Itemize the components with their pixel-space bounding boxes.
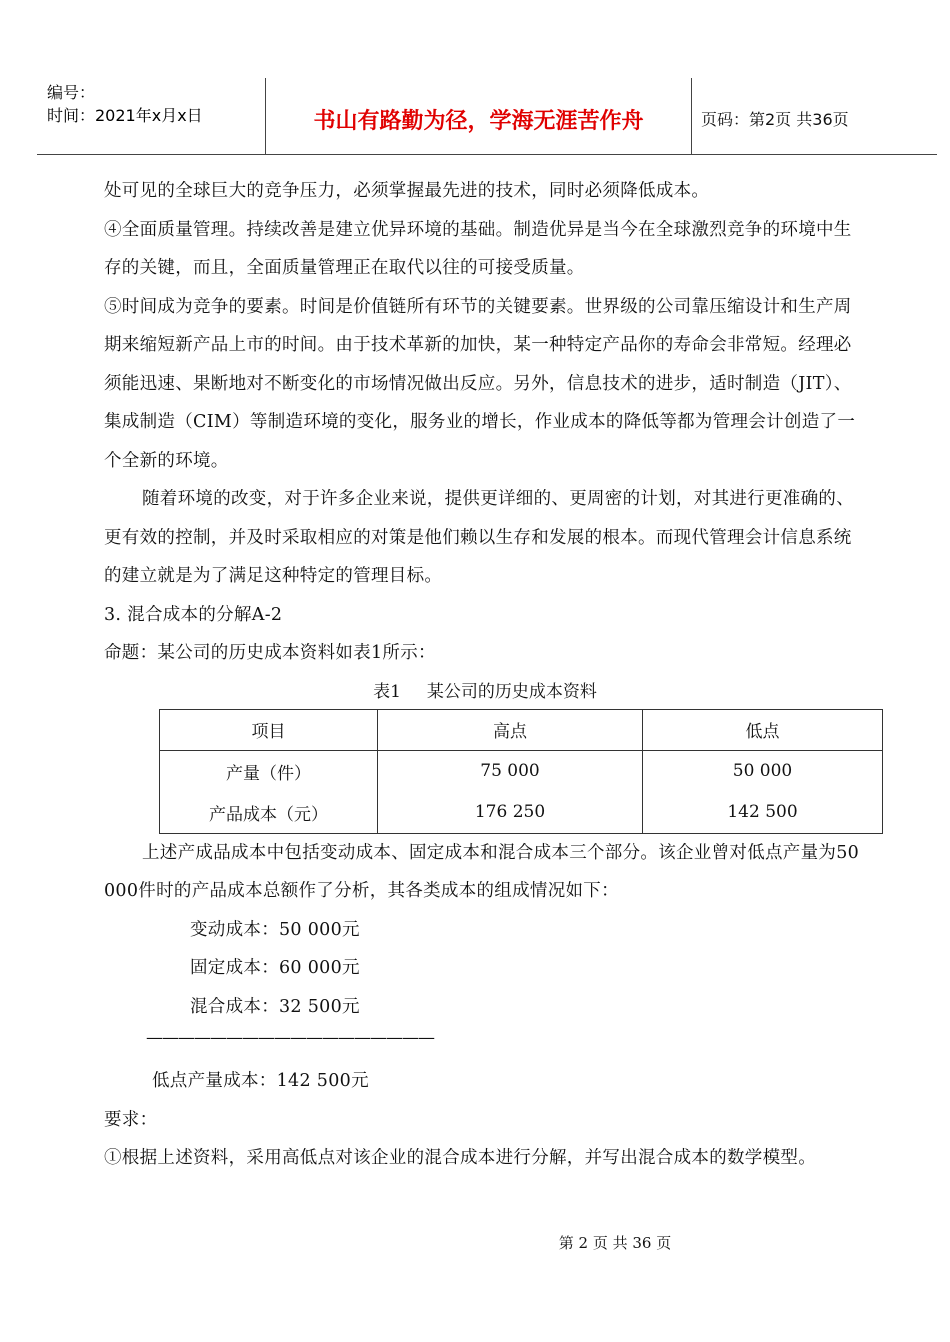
cost-item-fixed: 固定成本：60 000元 [190, 958, 360, 978]
page-footer [0, 1232, 950, 1253]
table-cell: 176 250 [378, 792, 643, 834]
table-cell: 142 500 [643, 792, 883, 834]
cost-history-table [159, 709, 883, 834]
table-row [160, 792, 883, 834]
total-cost-line: 低点产量成本：142 500元 [152, 1071, 369, 1091]
sum-rule-line: —————————————————— [146, 1028, 434, 1048]
cost-item-variable: 变动成本：50 000元 [190, 919, 360, 940]
section-title: 3. 混合成本的分解A-2 [104, 604, 283, 625]
header-meta-cell [37, 78, 265, 154]
table-cell: 50 000 [643, 750, 883, 792]
table-caption [104, 673, 866, 711]
motto-text: 书山有路勤为径，学海无涯苦作舟 [313, 109, 644, 134]
paragraph-continuation: 处可见的全球巨大的竞争压力，必须掌握最先进的技术，同时必须降低成本。 [104, 181, 710, 201]
requirements-label: 要求： [104, 1109, 158, 1130]
table-row [160, 750, 883, 792]
table-cell: 产量（件） [160, 750, 378, 792]
table-cell: 75 000 [378, 750, 643, 792]
header-page-cell [691, 78, 937, 154]
paragraph-time-competition: ⑤时间成为竞争的要素。时间是价值链所有环节的关键要素。世界级的公司靠压缩设计和生产周期来缩短新产品上市的时间。由于技术革新的加快，某一种特定产品你的寿命会非常短。经理必须能迅速、果断地对不断变化的市场情况做出反应。另外，信息技术的进步，适时制造（JIT）、集成制造（CIM）等制造环境的变化，服务业的增长，作业成本的降低等都为管理会计创造了一个全新的环境。 [104, 296, 856, 471]
table-cell: 产品成本（元） [160, 792, 378, 834]
page-footer-text: 第 2 页 共 36 页 [558, 1234, 672, 1252]
table-caption-title: 某公司的历史成本资料 [426, 681, 597, 702]
page-header [37, 78, 937, 155]
table-caption-number: 表1 [373, 681, 401, 702]
paragraph-quality-management: ④全面质量管理。持续改善是建立优异环境的基础。制造优异是当今在全球激烈竞争的环境中生存的关键，而且，全面质量管理正在取代以往的可接受质量。 [104, 219, 852, 278]
document-body [104, 172, 866, 1178]
table-header-high: 高点 [378, 709, 643, 750]
paragraph-environment-change: 随着环境的改变，对于许多企业来说，提供更详细的、更周密的计划，对其进行更准确的、更有效的控制，并及时采取相应的对策是他们赖以生存和发展的根本。而现代管理会计信息系统的建立就是为了满足这种特定的管理目标。 [104, 489, 854, 586]
page-code: 页码：第2页 共36页 [701, 110, 849, 129]
document-number-label: 编号： [47, 83, 96, 102]
proposition-text: 命题：某公司的历史成本资料如表1所示： [104, 643, 436, 663]
requirement-1: ①根据上述资料，采用高低点对该企业的混合成本进行分解，并写出混合成本的数学模型。 [104, 1148, 816, 1168]
cost-item-mixed: 混合成本：32 500元 [190, 996, 360, 1017]
table-header-row [160, 709, 883, 750]
document-time-label: 时间：2021年x月x日 [47, 106, 203, 125]
table-header-low: 低点 [643, 709, 883, 750]
table-header-item: 项目 [160, 709, 378, 750]
paragraph-after-table: 上述产成品成本中包括变动成本、固定成本和混合成本三个部分。该企业曾对低点产量为50 000件时的产品成本总额作了分析，其各类成本的组成情况如下： [104, 842, 860, 901]
header-motto-cell [265, 78, 692, 154]
